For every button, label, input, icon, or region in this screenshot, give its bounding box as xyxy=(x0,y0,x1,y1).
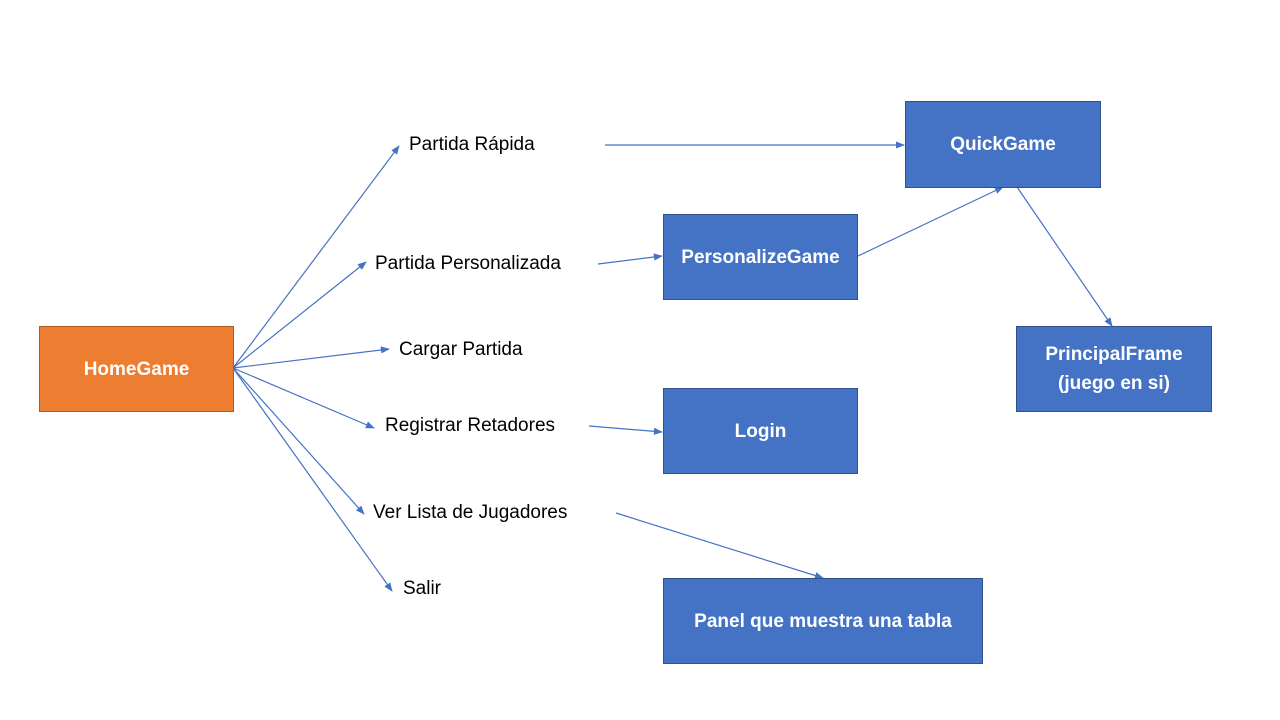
node-principalframe-label-line2: (juego en si) xyxy=(1058,373,1170,394)
node-homegame-label: HomeGame xyxy=(83,358,190,380)
arrow-ver-lista-to-panel xyxy=(616,513,823,578)
arrow-personalizegame-to-quickgame xyxy=(858,187,1003,256)
option-ver-lista-jugadores: Ver Lista de Jugadores xyxy=(373,502,568,523)
node-principalframe xyxy=(1016,326,1212,412)
option-registrar-retadores: Registrar Retadores xyxy=(385,415,556,436)
option-partida-rapida: Partida Rápida xyxy=(409,134,535,155)
node-panel-tabla-label: Panel que muestra una tabla xyxy=(694,610,952,632)
node-login-label: Login xyxy=(734,420,787,442)
node-personalizegame-label: PersonalizeGame xyxy=(681,246,840,268)
node-panel-tabla xyxy=(663,578,983,664)
node-quickgame xyxy=(905,101,1101,188)
arrow-home-to-cargar-partida xyxy=(233,349,389,368)
arrow-quickgame-to-principalframe xyxy=(1017,187,1112,326)
option-cargar-partida: Cargar Partida xyxy=(399,339,523,360)
arrow-registrar-to-login xyxy=(589,426,662,432)
option-partida-personalizada: Partida Personalizada xyxy=(375,253,561,274)
node-personalizegame xyxy=(663,214,858,300)
arrow-home-to-ver-lista xyxy=(233,368,364,514)
arrow-partida-personalizada-to-personalizegame xyxy=(598,256,662,264)
arrow-home-to-partida-personalizada xyxy=(233,262,366,368)
node-quickgame-label: QuickGame xyxy=(950,134,1056,155)
node-login xyxy=(663,388,858,474)
option-salir: Salir xyxy=(403,578,442,599)
node-principalframe-label-line1: PrincipalFrame xyxy=(1045,344,1183,365)
node-homegame xyxy=(39,326,234,412)
